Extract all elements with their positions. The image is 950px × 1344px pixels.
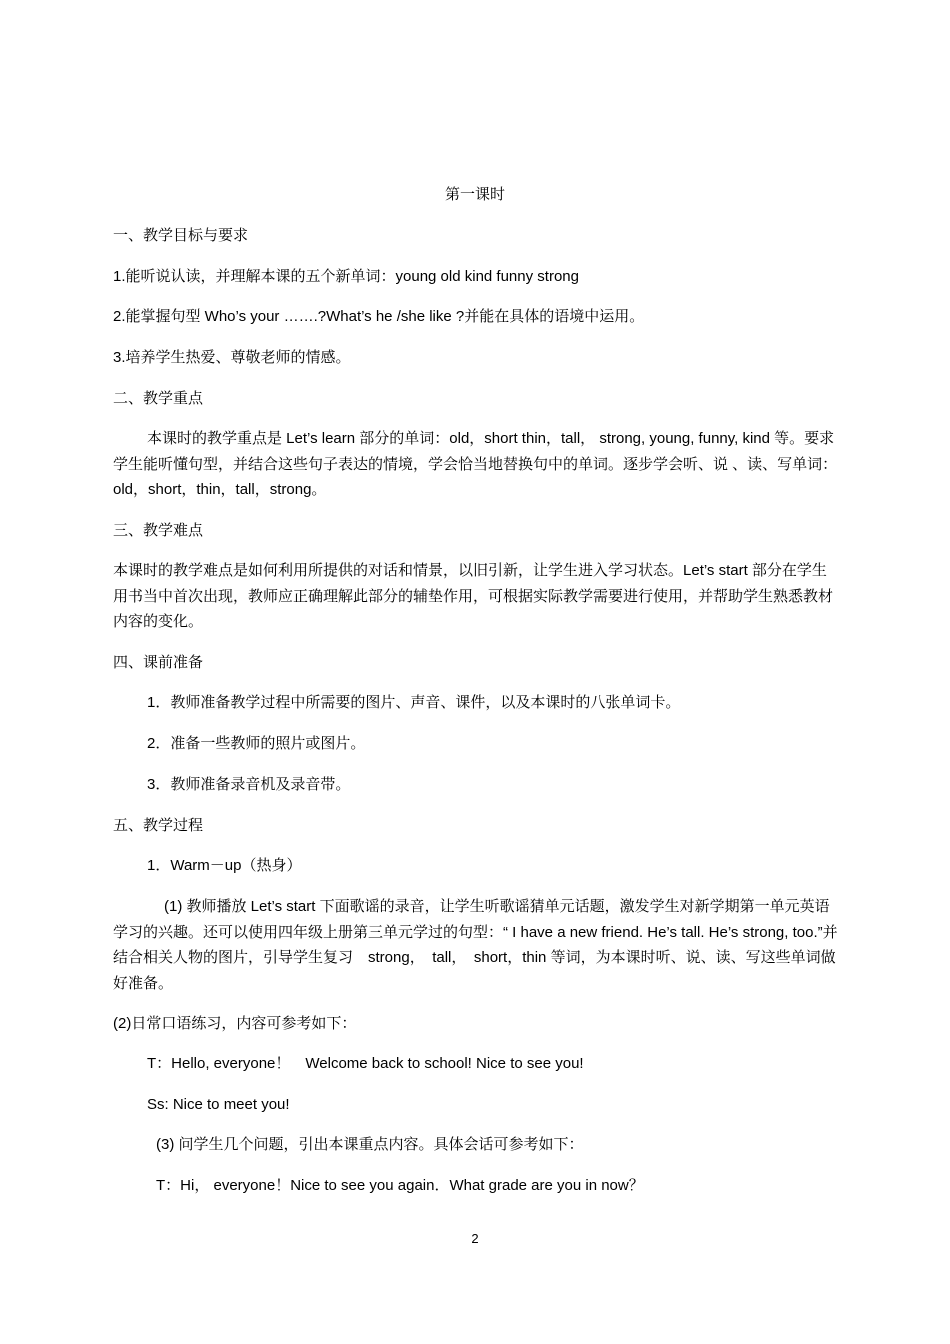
- objective-item-2: 2.能掌握句型 Who’s your …….?What’s he /she like ?并能在具体的语境中运用。: [113, 308, 645, 325]
- preparation-item-2: 2．准备一些教师的照片或图片。: [147, 735, 366, 752]
- preparation-item-1: 1．教师准备教学过程中所需要的图片、声音、课件，以及本课时的八张单词卡。: [147, 694, 681, 711]
- dialog-line-2: Ss: Nice to meet you!: [147, 1096, 290, 1113]
- process-paragraph-1: (1) 教师播放 Let’s start 下面歌谣的录音，让学生听歌谣猜单元话题，激发学生对新学期第一单元英语学习的兴趣。还可以使用四年级上册第三单元学过的句型：“ I have a new friend. He’s tall. He’s strong, too.”并结合相关人物的图片，引导学生复习 strong， tall， short，thin 等词，为本课时听、说、读、写这些单词做好准备。: [113, 898, 838, 992]
- difficulties-paragraph: 本课时的教学难点是如何利用所提供的对话和情景，以旧引新，让学生进入学习状态。Let’s start 部分在学生用书当中首次出现，教师应正确理解此部分的辅垫作用，可根据实际教学需要进行使用，并帮助学生熟悉教材内容的变化。: [113, 562, 834, 630]
- page-number: 2: [471, 1231, 479, 1246]
- process-paragraph-3: (3) 问学生几个问题，引出本课重点内容。具体会话可参考如下：: [156, 1136, 584, 1153]
- process-paragraph-2: (2)日常口语练习，内容可参考如下：: [113, 1015, 357, 1032]
- process-step-warmup: 1．Warm－up（热身）: [147, 857, 302, 874]
- page-title: 第一课时: [444, 186, 505, 203]
- section-heading-key-points: 二、教学重点: [113, 390, 204, 407]
- objective-item-1: 1.能听说认读，并理解本课的五个新单词：young old kind funny strong: [113, 268, 579, 285]
- objective-item-3: 3.培养学生热爱、尊敬老师的情感。: [113, 349, 351, 366]
- key-points-paragraph: 本课时的教学重点是 Let’s learn 部分的单词：old，short thin，tall， strong, young, funny, kind 等。要求学生能听懂句型，并结合这些句子表达的情境，学会恰当地替换句中的单词。逐步学会听、说 、读、写单词：old，short，thin，tall，strong。: [113, 430, 838, 498]
- section-heading-preparation: 四、课前准备: [113, 654, 204, 671]
- dialog-line-1: T：Hello, everyone！ Welcome back to school! Nice to see you!: [147, 1055, 584, 1072]
- preparation-item-3: 3．教师准备录音机及录音带。: [147, 776, 351, 793]
- section-heading-process: 五、教学过程: [113, 817, 204, 834]
- dialog-line-3: T：Hi， everyone！Nice to see you again．What grade are you in now？: [156, 1177, 644, 1194]
- section-heading-difficulties: 三、教学难点: [113, 522, 204, 539]
- section-heading-objectives: 一、教学目标与要求: [113, 227, 249, 244]
